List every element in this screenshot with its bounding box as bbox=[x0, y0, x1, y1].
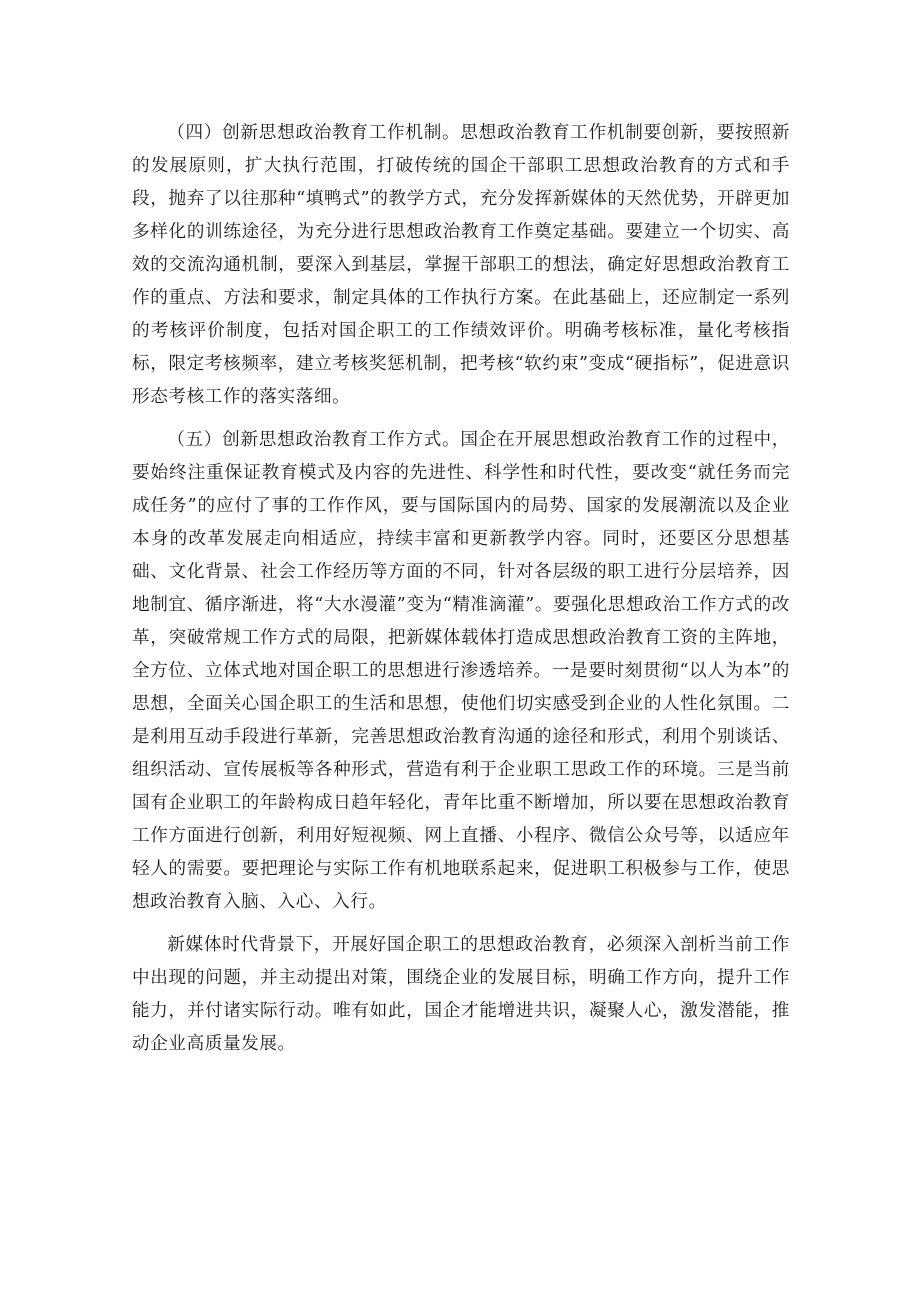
paragraph-innovate-mechanism: （四）创新思想政治教育工作机制。思想政治教育工作机制要创新，要按照新的发展原则，扩大执行范围，打破传统的国企干部职工思想政治教育的方式和手段，抛弃了以往那种“填鸭式”的教学方式，充分发挥新媒体的天然优势，开辟更加多样化的训练途径，为充分进行思想政治教育工作奠定基础。要建立一个切实、高效的交流沟通机制，要深入到基层，掌握干部职工的想法，确定好思想政治教育工作的重点、方法和要求，制定具体的工作执行方案。在此基础上，还应制定一系列的考核评价制度，包括对国企职工的工作绩效评价。明确考核标准，量化考核指标，限定考核频率，建立考核奖惩机制，把考核“软约束”变成“硬指标”，促进意识形态考核工作的落实落细。 bbox=[132, 123, 790, 407]
paragraph-innovate-method: （五）创新思想政治教育工作方式。国企在开展思想政治教育工作的过程中，要始终注重保证教育模式及内容的先进性、科学性和时代性，要改变“就任务而完成任务”的应付了事的工作作风，要与国际国内的局势、国家的发展潮流以及企业本身的改革发展走向相适应，持续丰富和更新教学内容。同时，还要区分思想基础、文化背景、社会工作经历等方面的不同，针对各层级的职工进行分层培养，因地制宜、循序渐进，将“大水漫灌”变为“精准滴灌”。要强化思想政治工作方式的改革，突破常规工作方式的局限，把新媒体载体打造成思想政治教育工资的主阵地，全方位、立体式地对国企职工的思想进行渗透培养。一是要时刻贯彻“以人为本”的思想，全面关心国企职工的生活和思想，使他们切实感受到企业的人性化氛围。二是利用互动手段进行革新，完善思想政治教育沟通的途径和形式，利用个别谈话、组织活动、宣传展板等各种形式，营造有利于企业职工思政工作的环境。三是当前国有企业职工的年龄构成日趋年轻化，青年比重不断增加，所以要在思想政治教育工作方面进行创新，利用好短视频、网上直播、小程序、微信公众号等，以适应年轻人的需要。要把理论与实际工作有机地联系起来，促进职工积极参与工作，使思想政治教育入脑、入心、入行。 bbox=[132, 430, 790, 912]
document-body bbox=[132, 117, 790, 1071]
paragraph-conclusion: 新媒体时代背景下，开展好国企职工的思想政治教育，必须深入剖析当前工作中出现的问题，并主动提出对策，围绕企业的发展目标，明确工作方向，提升工作能力，并付诸实际行动。唯有如此，国企才能增进共识，凝聚人心，激发潜能，推动企业高质量发展。 bbox=[132, 935, 790, 1054]
